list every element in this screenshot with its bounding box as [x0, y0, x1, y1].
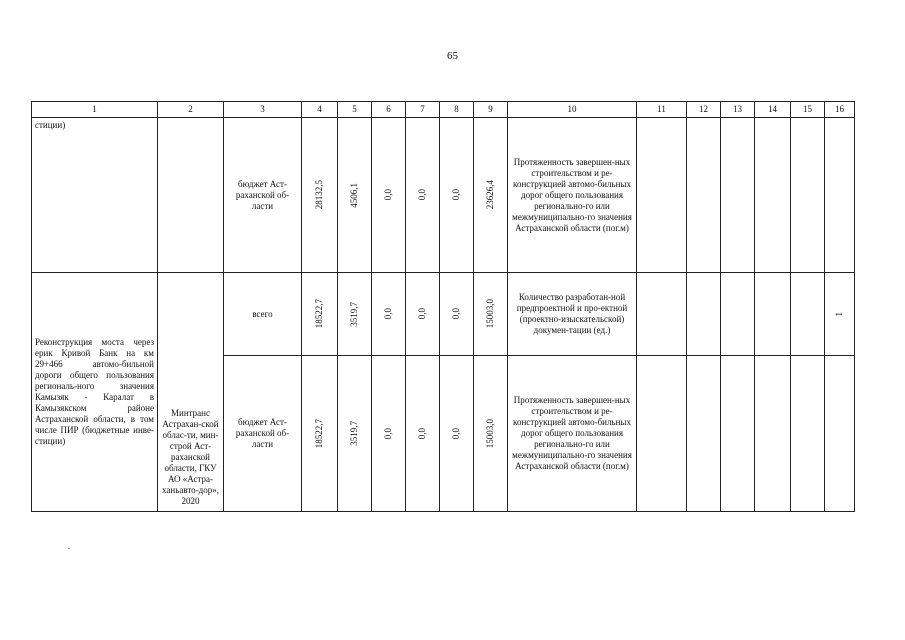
row3-col6-value: 0,0	[383, 427, 393, 440]
empty-cell	[721, 273, 755, 356]
row2-indicator: Количество разработан-ной предпроектной и про-ектной (проектно-изыскательской) докумен-тации (ед.)	[508, 273, 637, 356]
empty-cell	[755, 118, 791, 273]
row3-col7	[406, 356, 440, 512]
project-name: Реконструкция моста через ерик Кривой Банк на км 29+466 автомо-бильной дороги общего пользования региональ-ного значения Камызяк - Каралат в Камызякском районе Астраханской области, в том числе ПИР (бюджетные инве-стиции)	[32, 273, 158, 512]
empty-cell	[825, 118, 855, 273]
empty-cell	[158, 118, 224, 273]
column-header: 10	[508, 102, 637, 118]
table-row	[32, 273, 855, 356]
empty-cell	[791, 273, 825, 356]
column-header: 5	[338, 102, 372, 118]
row3-col4	[302, 356, 338, 512]
row1-name: стиции)	[32, 118, 158, 273]
row1-col9-value: 23626,4	[485, 180, 495, 210]
row1-col4	[302, 118, 338, 273]
row3-col9	[474, 356, 508, 512]
empty-cell	[637, 118, 687, 273]
row3-col6	[372, 356, 406, 512]
row1-col9	[474, 118, 508, 273]
column-header: 12	[687, 102, 721, 118]
column-header: 2	[158, 102, 224, 118]
row2-col7	[406, 273, 440, 356]
column-header: 14	[755, 102, 791, 118]
row1-col6	[372, 118, 406, 273]
empty-cell	[825, 356, 855, 512]
row2-col5	[338, 273, 372, 356]
row3-col4-value: 18522,7	[314, 418, 324, 449]
row1-indicator: Протяженность завершен-ных строительством и ре-конструкцией автомо-бильных дорог общего пользования регионально-го или межмуниципально-го значения Астраханской области (пог.м)	[508, 118, 637, 273]
row3-col8	[440, 356, 474, 512]
row1-col6-value: 0,0	[383, 189, 393, 201]
row2-col16	[825, 273, 855, 356]
column-header: 8	[440, 102, 474, 118]
column-number-row	[32, 102, 855, 118]
column-header: 4	[302, 102, 338, 118]
column-header: 7	[406, 102, 440, 118]
column-header: 11	[637, 102, 687, 118]
empty-cell	[637, 356, 687, 512]
empty-cell	[637, 273, 687, 356]
column-header: 16	[825, 102, 855, 118]
row2-col4-value: 18522,7	[314, 299, 324, 329]
column-header: 9	[474, 102, 508, 118]
scan-speck	[68, 548, 70, 549]
project-organization: Минтранс Астрахан-ской облас-ти, мин-строй Аст-раханской области, ГКУ АО «Астра-ханьавто-дор», 2020	[158, 273, 224, 512]
empty-cell	[721, 356, 755, 512]
row2-col16-value: 1	[834, 311, 844, 317]
row2-col9-value: 15003,0	[485, 299, 495, 329]
empty-cell	[687, 118, 721, 273]
row2-col6	[372, 273, 406, 356]
column-header: 6	[372, 102, 406, 118]
empty-cell	[791, 356, 825, 512]
column-header: 15	[791, 102, 825, 118]
row1-source: бюджет Аст-раханской об-ласти	[224, 118, 302, 273]
row2-col5-value: 3519,7	[349, 301, 359, 327]
program-table	[31, 101, 855, 512]
column-header: 1	[32, 102, 158, 118]
row1-col7-value: 0,0	[417, 189, 427, 201]
empty-cell	[755, 356, 791, 512]
row2-col6-value: 0,0	[383, 308, 393, 320]
page-number: 65	[447, 50, 458, 62]
row3-indicator: Протяженность завершен-ных строительством и ре-конструкцией автомо-бильных дорог общего пользования регионально-го или межмуниципально-го значения Астраханской области (пог.м)	[508, 356, 637, 512]
row3-col5	[338, 356, 372, 512]
row3-col7-value: 0,0	[417, 427, 427, 440]
column-header: 13	[721, 102, 755, 118]
row2-col7-value: 0,0	[417, 308, 427, 320]
row2-col8	[440, 273, 474, 356]
empty-cell	[755, 273, 791, 356]
empty-cell	[687, 273, 721, 356]
row2-col8-value: 0,0	[451, 308, 461, 320]
row3-col9-value: 15003,0	[485, 418, 495, 449]
row1-col4-value: 28132,5	[314, 180, 324, 210]
empty-cell	[791, 118, 825, 273]
row3-source: бюджет Аст-раханской об-ласти	[224, 356, 302, 512]
empty-cell	[721, 118, 755, 273]
row1-col5-value: 4506,1	[349, 182, 359, 208]
row1-col7	[406, 118, 440, 273]
row2-col9	[474, 273, 508, 356]
row3-col8-value: 0,0	[451, 427, 461, 440]
row2-source: всего	[224, 273, 302, 356]
row1-col8	[440, 118, 474, 273]
column-header: 3	[224, 102, 302, 118]
empty-cell	[687, 356, 721, 512]
row3-col5-value: 3519,7	[349, 421, 359, 446]
row1-col5	[338, 118, 372, 273]
table-row	[32, 118, 855, 273]
row2-col4	[302, 273, 338, 356]
row1-col8-value: 0,0	[451, 189, 461, 201]
